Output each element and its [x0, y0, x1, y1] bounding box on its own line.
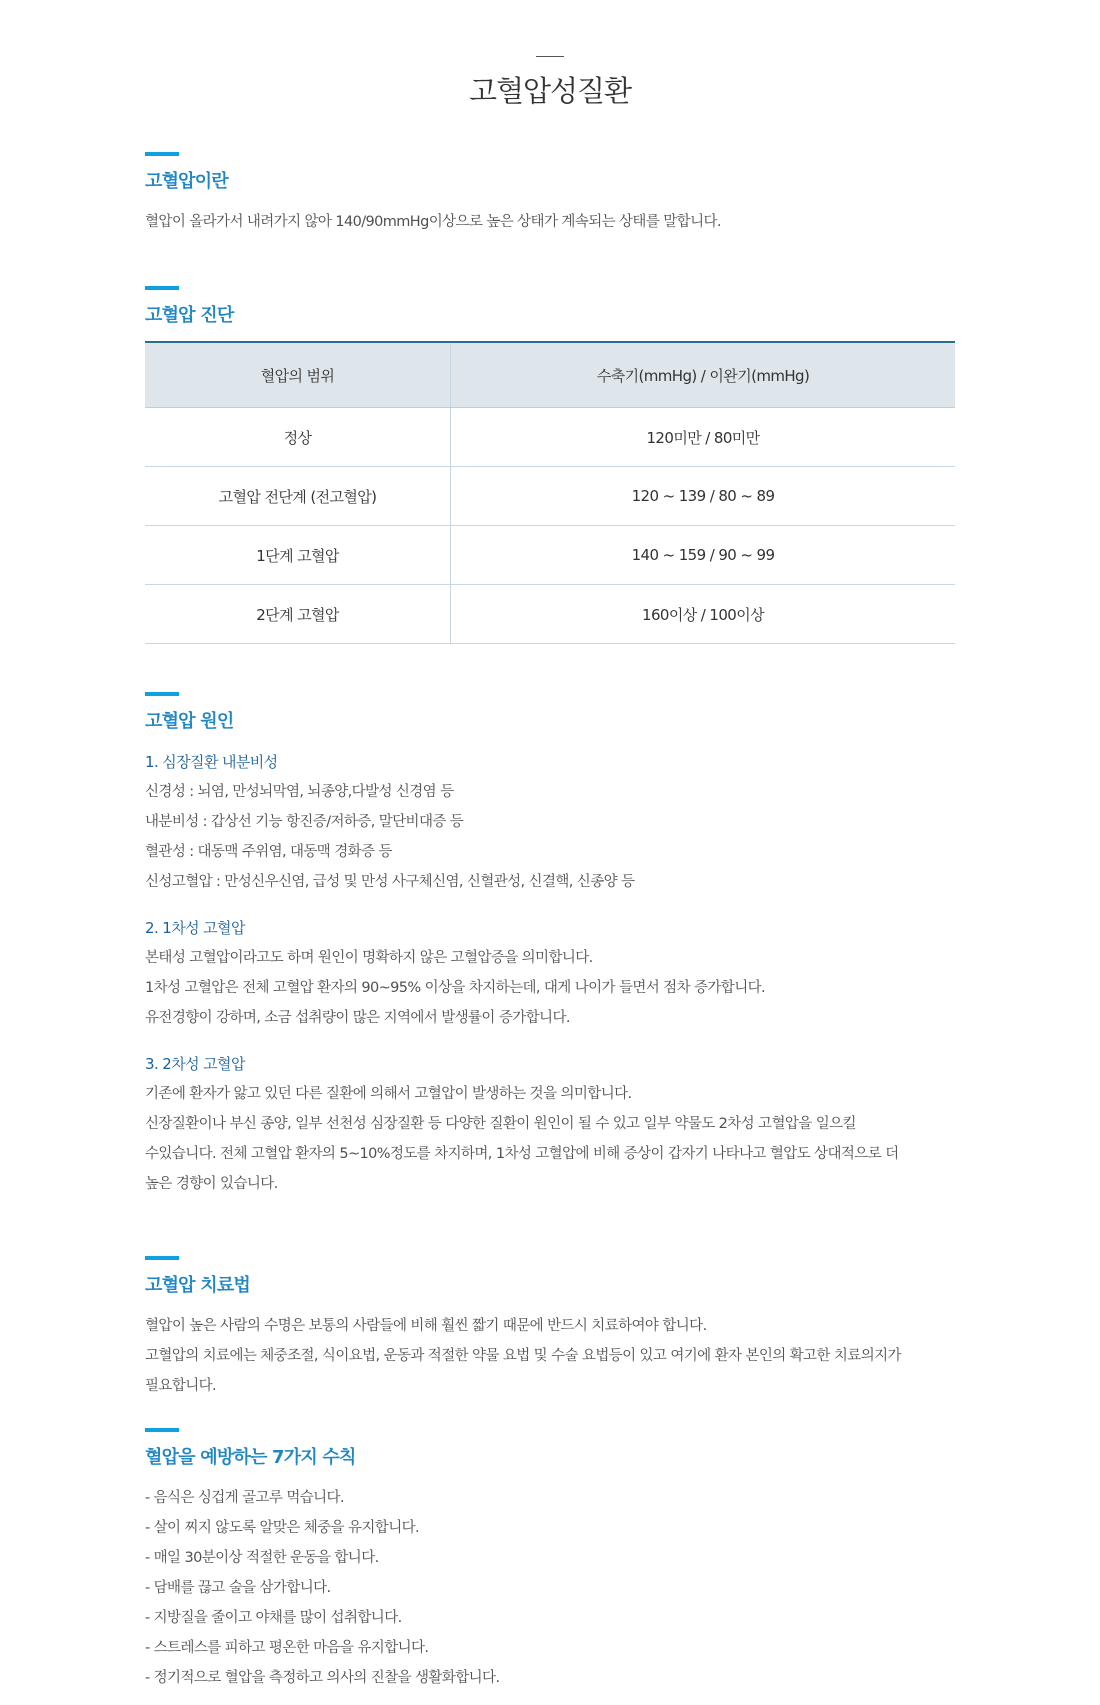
prevention-item: - 지방질을 줄이고 야채를 많이 섭취합니다.: [145, 1610, 402, 1626]
cause-line: 높은 경향이 있습니다.: [145, 1176, 278, 1192]
table-cell-range: 1단계 고혈압: [145, 526, 451, 585]
prevention-item: - 담배를 끊고 술을 삼가합니다.: [145, 1580, 331, 1596]
cause-line: 신경성 : 뇌염, 만성뇌막염, 뇌종양,다발성 신경염 등: [145, 784, 454, 800]
prevention-item: - 살이 찌지 않도록 알맞은 체중을 유지합니다.: [145, 1520, 420, 1536]
section-accent-bar: [145, 692, 179, 696]
table-cell-value: 120미만 / 80미만: [451, 408, 955, 467]
cause-line: 본태성 고혈압이라고도 하며 원인이 명확하지 않은 고혈압증을 의미합니다.: [145, 950, 593, 966]
section-accent-bar: [145, 152, 179, 156]
table-row: [145, 467, 955, 526]
cause-line: 기존에 환자가 앓고 있던 다른 질환에 의해서 고혈압이 발생하는 것을 의미합니다.: [145, 1086, 632, 1102]
table-row: [145, 585, 955, 644]
section-intro: [145, 152, 953, 237]
table-cell-range: 정상: [145, 408, 451, 467]
section-diagnosis: [145, 286, 953, 644]
treatment-line: 고혈압의 치료에는 체중조절, 식이요법, 운동과 적절한 약물 요법 및 수술 요법등이 있고 여기에 환자 본인의 확고한 치료의지가: [145, 1348, 901, 1364]
section-accent-bar: [145, 1256, 179, 1260]
section-title: 고혈압 치료법: [145, 1275, 250, 1296]
cause-group: [145, 913, 953, 1033]
cause-group: [145, 747, 953, 897]
page-title: 고혈압성질환: [468, 74, 632, 108]
section-prevention: [145, 1428, 953, 1693]
cause-line: 신장질환이나 부신 종양, 일부 선천성 심장질환 등 다양한 질환이 원인이 될 수 있고 일부 약물도 2차성 고혈압을 일으킬: [145, 1116, 856, 1132]
table-row: [145, 408, 955, 467]
title-divider: [536, 56, 564, 57]
cause-group: [145, 1049, 953, 1199]
table-header-row: [145, 342, 955, 408]
table-cell-value: 160이상 / 100이상: [451, 585, 955, 644]
blood-pressure-table: [145, 341, 955, 644]
table-row: [145, 526, 955, 585]
section-title: 고혈압 진단: [145, 305, 234, 326]
cause-line: 유전경향이 강하며, 소금 섭취량이 많은 지역에서 발생률이 증가합니다.: [145, 1010, 570, 1026]
section-title: 고혈압이란: [145, 171, 228, 192]
prevention-item: - 음식은 싱겁게 골고루 먹습니다.: [145, 1490, 344, 1506]
table-cell-value: 140 ~ 159 / 90 ~ 99: [451, 526, 955, 585]
cause-heading: 2. 1차성 고혈압: [145, 919, 245, 937]
table-cell-range: 고혈압 전단계 (전고혈압): [145, 467, 451, 526]
treatment-line: 혈압이 높은 사람의 수명은 보통의 사람들에 비해 훨씬 짧기 때문에 반드시 치료하여야 합니다.: [145, 1318, 707, 1334]
prevention-item: - 정기적으로 혈압을 측정하고 의사의 진찰을 생활화합니다.: [145, 1670, 500, 1686]
page-header: [0, 56, 1100, 110]
section-cause: [145, 692, 953, 1199]
intro-text: 혈압이 올라가서 내려가지 않아 140/90mmHg이상으로 높은 상태가 계속되는 상태를 말합니다.: [145, 214, 721, 230]
prevention-item: - 스트레스를 피하고 평온한 마음을 유지합니다.: [145, 1640, 429, 1656]
cause-line: 혈관성 : 대동맥 주위염, 대동맥 경화증 등: [145, 844, 392, 860]
table-header-cell: 혈압의 범위: [145, 342, 451, 408]
cause-heading: 3. 2차성 고혈압: [145, 1055, 245, 1073]
section-title: 혈압을 예방하는 7가지 수칙: [145, 1447, 356, 1468]
cause-line: 신성고혈압 : 만성신우신염, 급성 및 만성 사구체신염, 신혈관성, 신결핵, 신종양 등: [145, 874, 635, 890]
section-title: 고혈압 원인: [145, 711, 234, 732]
cause-line: 내분비성 : 갑상선 기능 항진증/저하증, 말단비대증 등: [145, 814, 464, 830]
table-cell-range: 2단계 고혈압: [145, 585, 451, 644]
cause-line: 1차성 고혈압은 전체 고혈압 환자의 90~95% 이상을 차지하는데, 대게 나이가 들면서 점차 증가합니다.: [145, 980, 766, 996]
table-cell-value: 120 ~ 139 / 80 ~ 89: [451, 467, 955, 526]
cause-line: 수있습니다. 전체 고혈압 환자의 5~10%정도를 차지하며, 1차성 고혈압에 비해 증상이 갑자기 나타나고 혈압도 상대적으로 더: [145, 1146, 899, 1162]
section-treatment: [145, 1256, 953, 1401]
section-accent-bar: [145, 1428, 179, 1432]
table-header-cell: 수축기(mmHg) / 이완기(mmHg): [451, 342, 955, 408]
section-accent-bar: [145, 286, 179, 290]
cause-heading: 1. 심장질환 내분비성: [145, 753, 278, 771]
treatment-line: 필요합니다.: [145, 1378, 217, 1394]
prevention-item: - 매일 30분이상 적절한 운동을 합니다.: [145, 1550, 379, 1566]
